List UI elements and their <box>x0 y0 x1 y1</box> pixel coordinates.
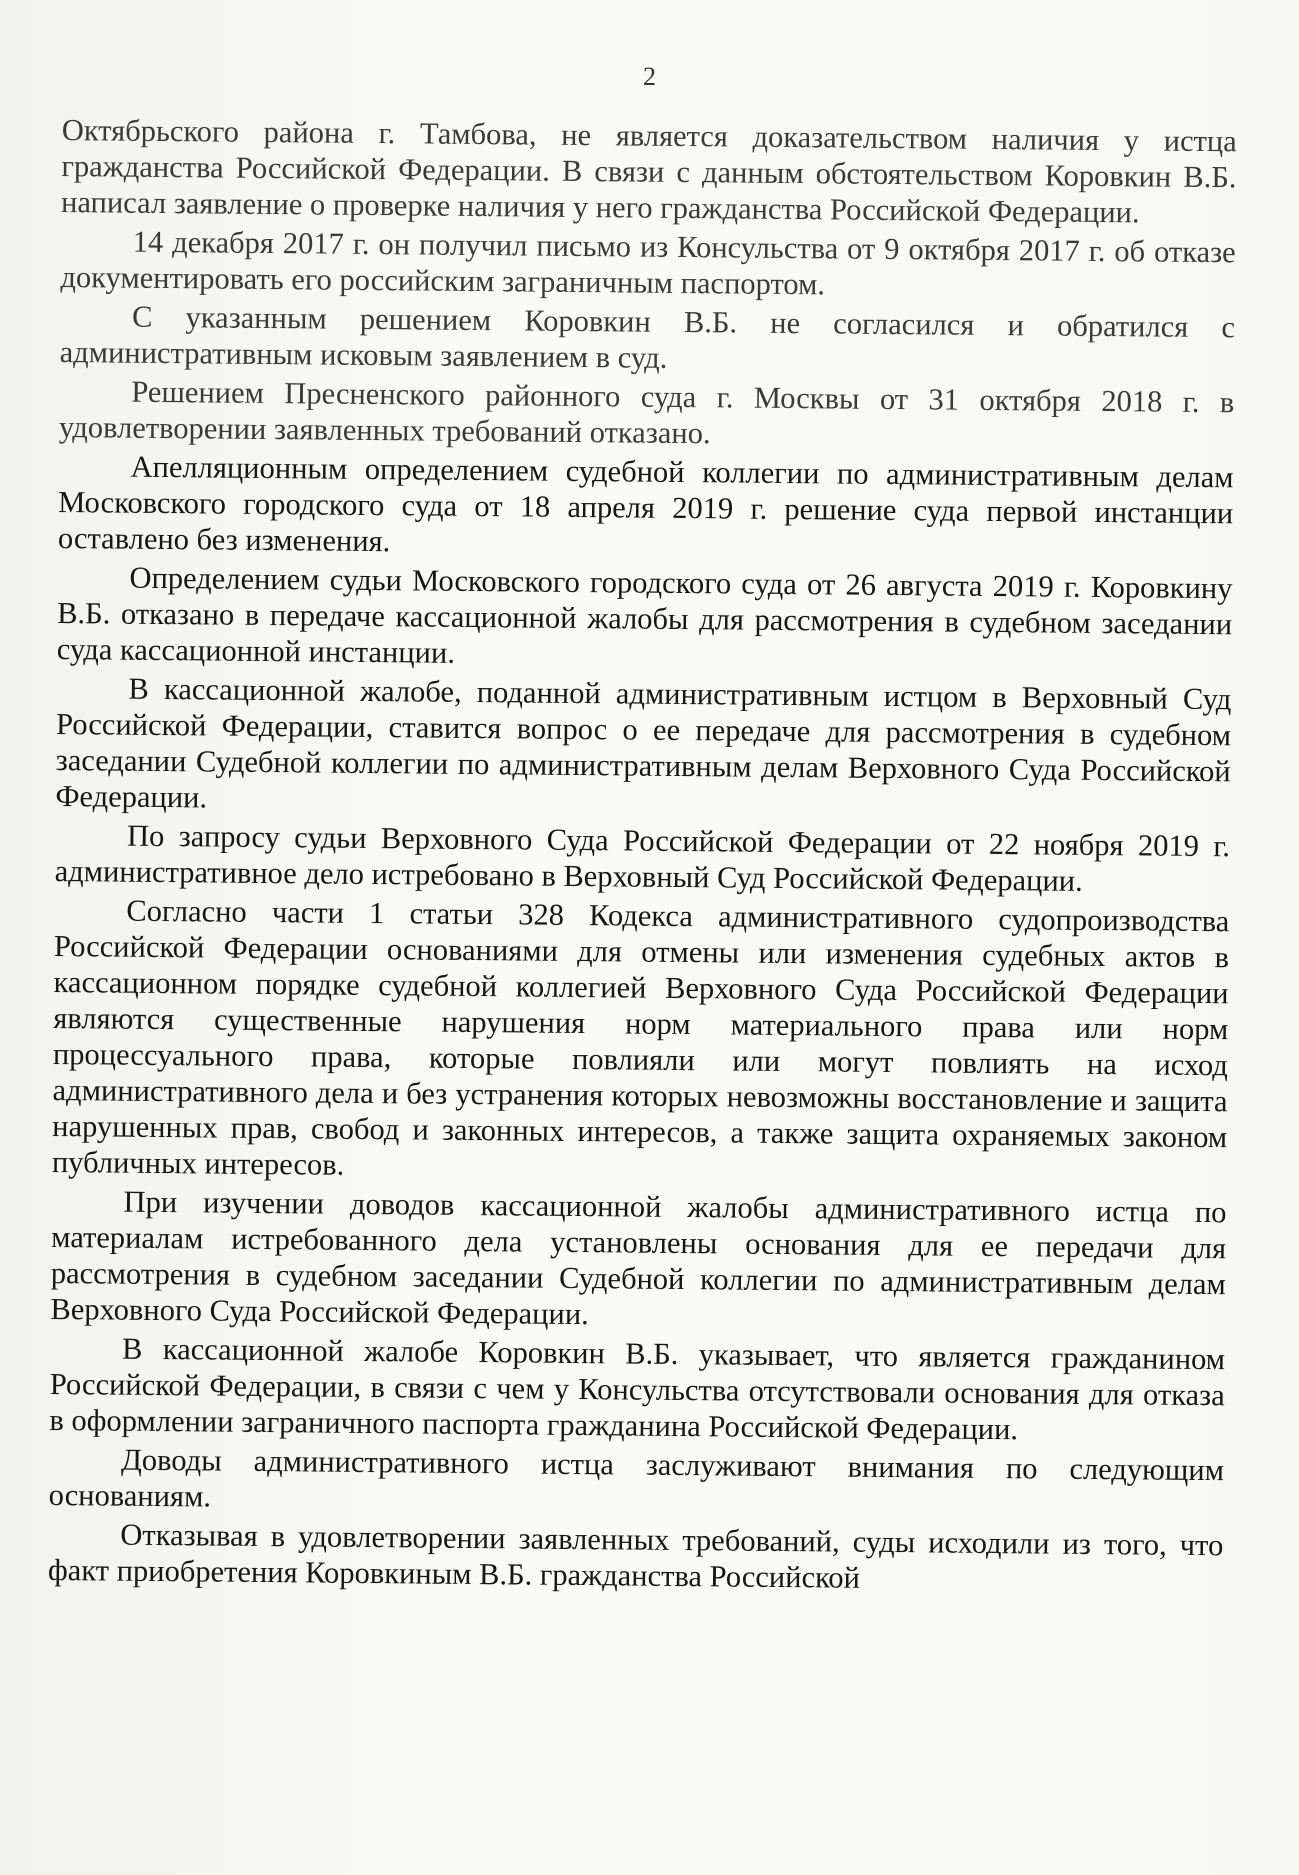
paragraph-1: Октябрьского района г. Тамбова, не является доказательством наличия у истца гражданства Российской Федерации. В связи с данным обстоятельством Коровкин В.Б. написал заявление о проверке наличия у него гражданства Российской Федерации. <box>60 112 1237 230</box>
document-body <box>48 112 1237 1602</box>
paragraph-11: В кассационной жалобе Коровкин В.Б. указывает, что является гражданином Российской Федерации, в связи с чем у Консульства отсутствовали основания для отказа в оформлении заграничного паспорта гражданина Российской Федерации. <box>49 1331 1226 1447</box>
paragraph-9: Согласно части 1 статьи 328 Кодекса административного судопроизводства Российской Федерации основаниями для отмены или изменения судебных актов в кассационном порядке судебной коллегией Верховного Суда Российской Федерации являются существенные нарушения норм материального права или норм процессуального права, которые повлияли или могут повлиять на исход административного дела и без устранения которых невозможны восстановление и защита нарушенных прав, свобод и законных интересов, а также защита охраняемых законом публичных интересов. <box>51 893 1230 1182</box>
paragraph-13: Отказывая в удовлетворении заявленных требований, суды исходили из того, что факт приобретения Коровкиным В.Б. гражданства Российской <box>47 1517 1224 1595</box>
paragraph-5: Апелляционным определением судебной коллегии по административным делам Московского городского суда от 18 апреля 2019 г. решение суда первой инстанции оставлено без изменения. <box>57 449 1234 559</box>
paragraph-10: При изучении доводов кассационной жалобы административного истца по материалам истребованного дела установлены основания для ее передачи для рассмотрения в судебном заседании Судебной коллегии по административным делам Верховного Суда Российской Федерации. <box>50 1184 1227 1332</box>
paragraph-4: Решением Пресненского районного суда г. Москвы от 31 октября 2018 г. в удовлетворении заявленных требований отказано. <box>58 374 1235 451</box>
paragraph-6: Определением судьи Московского городского суда от 26 августа 2019 г. Коровкину В.Б. отказано в передаче кассационной жалобы для рассмотрения в судебном заседании суда кассационной инстанции. <box>56 560 1233 670</box>
paragraph-8: По запросу судьи Верховного Суда Российской Федерации от 22 ноября 2019 г. административное дело истребовано в Верховный Суд Российской Федерации. <box>54 818 1231 898</box>
paragraph-3: С указанным решением Коровкин В.Б. не согласился и обратился с административным исковым заявлением в суд. <box>59 299 1236 375</box>
paragraph-12: Доводы административного истца заслуживают внимания по следующим основаниям. <box>48 1442 1225 1514</box>
page-number: 2 <box>643 62 656 91</box>
paragraph-2: 14 декабря 2017 г. он получил письмо из Консульства от 9 октября 2017 г. об отказе документировать его российским заграничным паспортом. <box>60 224 1236 302</box>
paragraph-7: В кассационной жалобе, поданной административным истцом в Верховный Суд Российской Федерации, ставится вопрос о ее передаче для рассмотрения в судебном заседании Судебной коллегии по административным делам Верховного Суда Российской Федерации. <box>55 671 1232 815</box>
